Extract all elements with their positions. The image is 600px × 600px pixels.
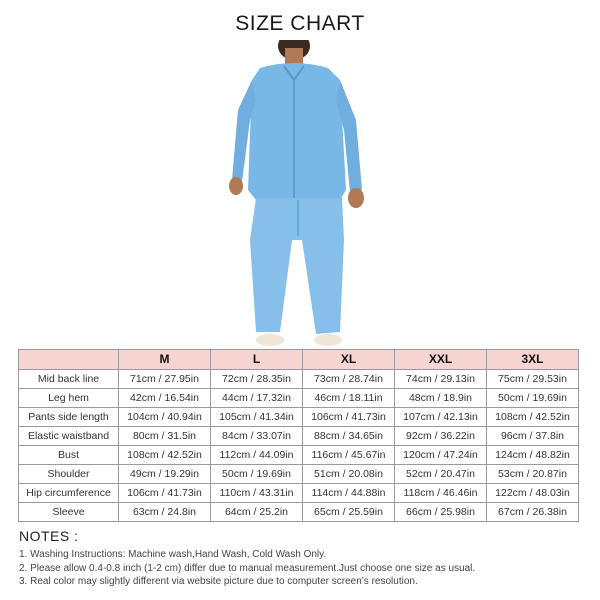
table-cell: 71cm / 27.95in <box>119 370 211 389</box>
table-cell: 49cm / 19.29in <box>119 465 211 484</box>
table-cell: 114cm / 44.88in <box>303 484 395 503</box>
table-cell: 96cm / 37.8in <box>487 427 579 446</box>
table-cell: 74cm / 29.13in <box>395 370 487 389</box>
table-cell: 108cm / 42.52in <box>119 446 211 465</box>
size-header: M <box>119 350 211 370</box>
table-cell: 52cm / 20.47in <box>395 465 487 484</box>
table-cell: 120cm / 47.24in <box>395 446 487 465</box>
size-table <box>18 349 579 522</box>
table-cell: 80cm / 31.5in <box>119 427 211 446</box>
table-row <box>19 427 579 446</box>
table-cell: 106cm / 41.73in <box>303 408 395 427</box>
table-cell: 51cm / 20.08in <box>303 465 395 484</box>
table-cell: 46cm / 18.11in <box>303 389 395 408</box>
table-cell: 84cm / 33.07in <box>211 427 303 446</box>
table-cell: 66cm / 25.98in <box>395 503 487 522</box>
size-header: L <box>211 350 303 370</box>
table-cell: 72cm / 28.35in <box>211 370 303 389</box>
table-cell: 110cm / 43.31in <box>211 484 303 503</box>
row-label: Bust <box>19 446 119 465</box>
row-label: Shoulder <box>19 465 119 484</box>
note-item: 1. Washing Instructions: Machine wash,Hand Wash, Cold Wash Only. <box>19 549 327 560</box>
table-cell: 112cm / 44.09in <box>211 446 303 465</box>
table-cell: 53cm / 20.87in <box>487 465 579 484</box>
table-row <box>19 408 579 427</box>
table-cell: 118cm / 46.46in <box>395 484 487 503</box>
notes-section <box>19 528 589 589</box>
page-title: SIZE CHART <box>235 12 365 35</box>
table-cell: 108cm / 42.52in <box>487 408 579 427</box>
row-label: Mid back line <box>19 370 119 389</box>
table-cell: 124cm / 48.82in <box>487 446 579 465</box>
table-row <box>19 389 579 408</box>
model-wearing-shirt-and-pants-photo <box>190 40 410 348</box>
table-cell: 104cm / 40.94in <box>119 408 211 427</box>
table-cell: 50cm / 19.69in <box>487 389 579 408</box>
row-label: Pants side length <box>19 408 119 427</box>
table-cell: 73cm / 28.74in <box>303 370 395 389</box>
table-cell: 44cm / 17.32in <box>211 389 303 408</box>
table-header-row <box>19 350 579 370</box>
row-label: Elastic waistband <box>19 427 119 446</box>
note-item: 3. Real color may slightly different via website picture due to computer screen’s resolution. <box>19 576 418 587</box>
table-row <box>19 503 579 522</box>
table-cell: 105cm / 41.34in <box>211 408 303 427</box>
table-cell: 116cm / 45.67in <box>303 446 395 465</box>
table-cell: 92cm / 36.22in <box>395 427 487 446</box>
table-cell: 63cm / 24.8in <box>119 503 211 522</box>
size-header: XXL <box>395 350 487 370</box>
table-cell: 65cm / 25.59in <box>303 503 395 522</box>
row-label: Sleeve <box>19 503 119 522</box>
row-label: Leg hem <box>19 389 119 408</box>
notes-title: NOTES : <box>19 528 79 544</box>
size-header: XL <box>303 350 395 370</box>
header-corner <box>19 350 119 370</box>
table-cell: 42cm / 16.54in <box>119 389 211 408</box>
table-row <box>19 465 579 484</box>
table-cell: 67cm / 26.38in <box>487 503 579 522</box>
table-cell: 107cm / 42.13in <box>395 408 487 427</box>
table-row <box>19 370 579 389</box>
table-row <box>19 484 579 503</box>
row-label: Hip circumference <box>19 484 119 503</box>
table-cell: 64cm / 25.2in <box>211 503 303 522</box>
table-row <box>19 446 579 465</box>
table-cell: 88cm / 34.65in <box>303 427 395 446</box>
table-cell: 106cm / 41.73in <box>119 484 211 503</box>
table-cell: 122cm / 48.03in <box>487 484 579 503</box>
table-cell: 50cm / 19.69in <box>211 465 303 484</box>
note-item: 2. Please allow 0.4-0.8 inch (1-2 cm) differ due to manual measurement.Just choose one size as usual. <box>19 562 476 574</box>
table-cell: 48cm / 18.9in <box>395 389 487 408</box>
size-header: 3XL <box>487 350 579 370</box>
table-cell: 75cm / 29.53in <box>487 370 579 389</box>
